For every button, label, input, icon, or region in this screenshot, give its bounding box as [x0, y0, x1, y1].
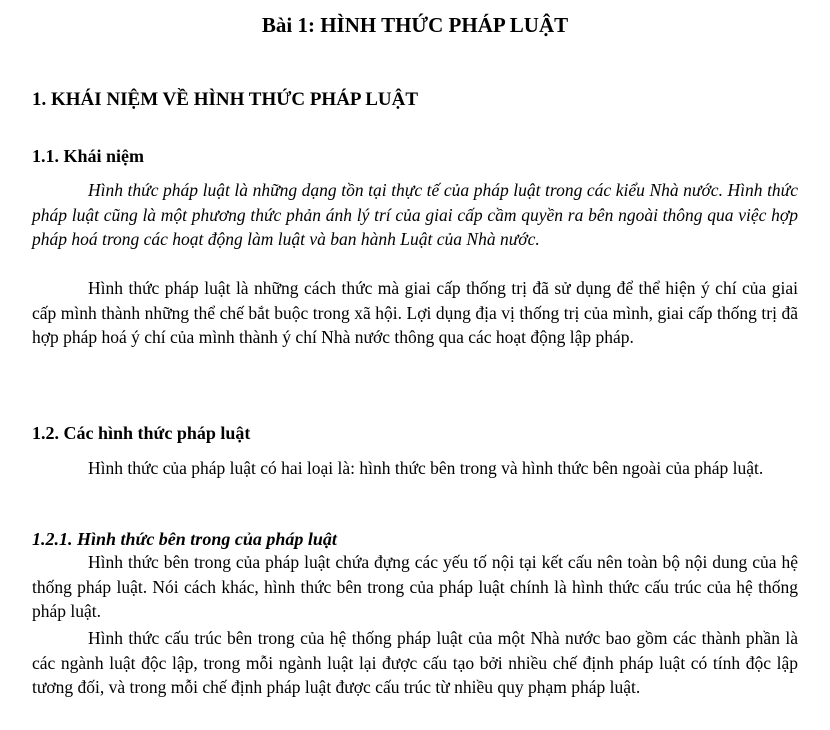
paragraph-definition-italic: Hình thức pháp luật là những dạng tồn tại thực tế của pháp luật trong các kiểu Nhà nước. Hình thức pháp luật cũng là một phương thức phản ánh lý trí của giai cấp cầm quyền ra bên ngoài thông qua việc hợp pháp hoá trong các hoạt động làm luật và ban hành Luật của Nhà nước.	[32, 180, 798, 250]
subsection-heading-1-1: 1.1. Khái niệm	[32, 146, 145, 166]
section-heading-1: 1. KHÁI NIỆM VỀ HÌNH THỨC PHÁP LUẬT	[32, 89, 419, 110]
subsection-heading-1-2-1: 1.2.1. Hình thức bên trong của pháp luật	[32, 529, 337, 549]
subsection-heading-1-2: 1.2. Các hình thức pháp luật	[32, 423, 251, 443]
paragraph-forms-intro: Hình thức của pháp luật có hai loại là: hình thức bên trong và hình thức bên ngoài của pháp luật.	[88, 458, 764, 478]
paragraph-internal-form-2: Hình thức cấu trúc bên trong của hệ thống pháp luật của một Nhà nước bao gồm các thành phần là các ngành luật độc lập, trong mỗi ngành luật lại được cấu tạo bởi nhiều chế định pháp luật có tính độc lập tương đối, và trong mỗi chế định pháp luật được cấu trúc từ nhiều quy phạm pháp luật.	[32, 628, 798, 698]
paragraph-internal-form-1: Hình thức bên trong của pháp luật chứa đựng các yếu tố nội tại kết cấu nên toàn bộ nội dung của hệ thống pháp luật. Nói cách khác, hình thức bên trong của pháp luật chính là hình thức cấu trúc của hệ thống pháp luật.	[32, 552, 798, 622]
paragraph-definition-plain: Hình thức pháp luật là những cách thức mà giai cấp thống trị đã sử dụng để thể hiện ý chí của giai cấp mình thành những thể chế bắt buộc trong xã hội. Lợi dụng địa vị thống trị của mình, giai cấp thống trị đã hợp pháp hoá ý chí của mình thành ý chí Nhà nước thông qua các hoạt động lập pháp.	[32, 278, 798, 348]
document-title: Bài 1: HÌNH THỨC PHÁP LUẬT	[261, 13, 569, 37]
